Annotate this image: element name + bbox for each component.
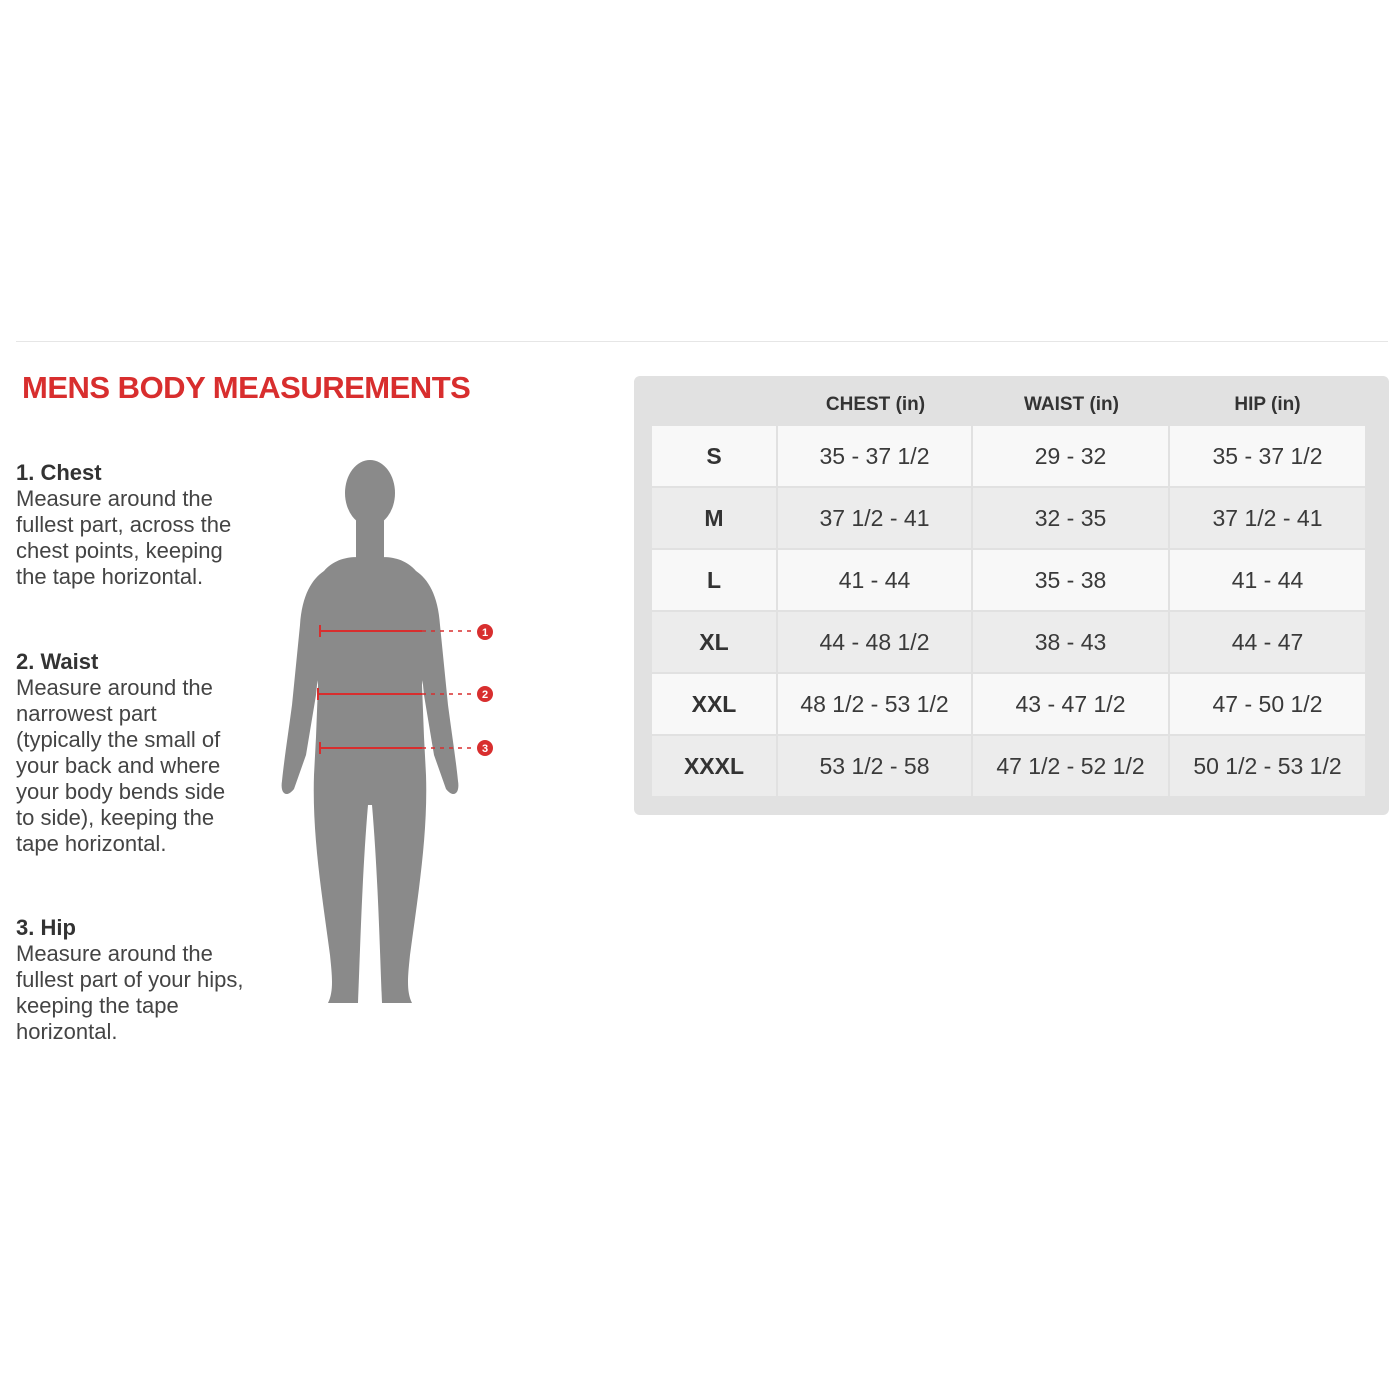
page-title: MENS BODY MEASUREMENTS [22,370,471,405]
marker-1-label: 1 [481,627,489,639]
waist-cell: 38 - 43 [973,612,1170,674]
hip-cell: 47 - 50 1/2 [1170,674,1365,736]
hip-cell: 37 1/2 - 41 [1170,488,1365,550]
section-divider [16,341,1388,342]
header-chest: CHEST (in) [825,394,926,415]
chest-instruction [16,460,246,590]
size-cell: XXXL [652,736,778,798]
table-header-row [652,384,1365,426]
hip-text: Measure around the fullest part of your hips, keeping the tape horizontal. [16,941,244,1044]
chest-cell: 48 1/2 - 53 1/2 [778,674,973,736]
waist-heading: 2. Waist [16,649,99,674]
chest-cell: 37 1/2 - 41 [778,488,973,550]
chest-cell: 53 1/2 - 58 [778,736,973,798]
header-hip: HIP (in) [1234,394,1301,415]
size-table [652,384,1365,798]
size-cell: S [652,426,778,488]
chest-cell: 41 - 44 [778,550,973,612]
size-cell: M [652,488,778,550]
waist-cell: 35 - 38 [973,550,1170,612]
header-size [652,384,778,426]
marker-2-label: 2 [481,689,489,701]
size-cell: L [652,550,778,612]
hip-heading: 3. Hip [16,915,76,940]
waist-cell: 43 - 47 1/2 [973,674,1170,736]
chest-cell: 44 - 48 1/2 [778,612,973,674]
table-row [652,736,1365,798]
chest-cell: 35 - 37 1/2 [778,426,973,488]
body-figure [260,455,510,1015]
waist-cell: 32 - 35 [973,488,1170,550]
table-row [652,550,1365,612]
header-waist: WAIST (in) [1024,394,1119,415]
waist-text: Measure around the narrowest part (typically the small of your back and where your body bends side to side), keeping the tape horizontal. [16,675,226,856]
table-row [652,612,1365,674]
waist-instruction [16,649,246,857]
waist-cell: 29 - 32 [973,426,1170,488]
marker-3-label: 3 [481,743,489,755]
hip-cell: 50 1/2 - 53 1/2 [1170,736,1365,798]
hip-cell: 41 - 44 [1170,550,1365,612]
hip-cell: 44 - 47 [1170,612,1365,674]
table-row [652,674,1365,736]
hip-cell: 35 - 37 1/2 [1170,426,1365,488]
table-row [652,488,1365,550]
chest-text: Measure around the fullest part, across the chest points, keeping the tape horizontal. [16,486,232,589]
hip-instruction [16,915,246,1045]
size-cell: XL [652,612,778,674]
waist-cell: 47 1/2 - 52 1/2 [973,736,1170,798]
body-silhouette-icon [260,455,510,1015]
chest-heading: 1. Chest [16,460,102,485]
marker-3-icon [477,740,493,756]
size-cell: XXL [652,674,778,736]
marker-1-icon [477,624,493,640]
size-chart [634,376,1389,815]
table-row [652,426,1365,488]
marker-2-icon [477,686,493,702]
